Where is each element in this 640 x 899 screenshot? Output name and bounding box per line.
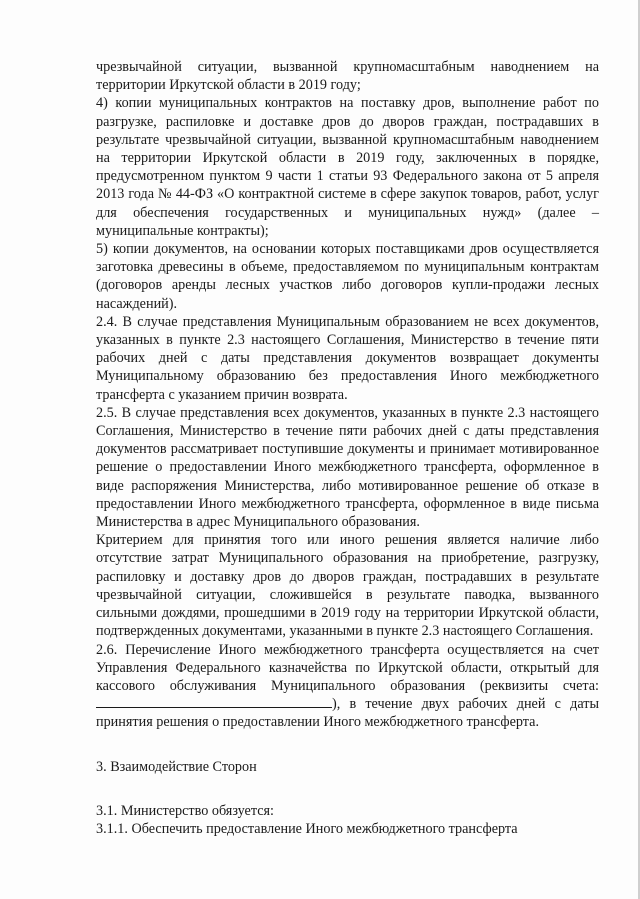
paragraph-continuation: чрезвычайной ситуации, вызванной крупномасштабным наводнением на территории Иркутской области в 2019 году; bbox=[96, 59, 599, 94]
document-body bbox=[96, 58, 599, 838]
paragraph-item-5: 5) копии документов, на основании которых поставщиками дров осуществляется заготовка древесины в объеме, предоставляемом по муниципальным контрактам (договоров аренды лесных участков либо договоров купли-продажи лесных насаждений). bbox=[96, 241, 599, 312]
paragraph-2-6 bbox=[96, 641, 599, 732]
section-title: 3. Взаимодействие Сторон bbox=[96, 758, 257, 775]
paragraph-3-1: 3.1. Министерство обязуется: bbox=[96, 802, 274, 819]
account-details-blank bbox=[96, 695, 332, 708]
paragraph-2-6-text-end: ), в течение двух рабочих дней с даты принятия решения о предоставлении Иного межбюджетного трансферта. bbox=[96, 696, 599, 731]
paragraph-3-1-1: 3.1.1. Обеспечить предоставление Иного межбюджетного трансферта bbox=[96, 820, 518, 837]
paragraph-2-4: 2.4. В случае представления Муниципальным образованием не всех документов, указанных в пункте 2.3 настоящего Соглашения, Министерство в течение пяти рабочих дней с даты представления документов возвращает документы Муниципальному образованию без предоставления Иного межбюджетного трансферта с указанием причин возврата. bbox=[96, 313, 599, 403]
paragraph-2-5: 2.5. В случае представления всех документов, указанных в пункте 2.3 настоящего Соглашения, Министерство в течение пяти рабочих дней с даты представления документов рассматривает поступившие документы и принимает мотивированное решение о предоставлении Иного межбюджетного трансферта, оформленное в виде распоряжения Министерства, либо мотивированное решение об отказе в предоставлении Иного межбюджетного трансферта, оформленное в виде письма Министерства в адрес Муниципального образования. bbox=[96, 404, 599, 531]
paragraph-2-6-text-start: 2.6. Перечисление Иного межбюджетного трансферта осуществляется на счет Управления Федерального казначейства по Иркутской области, открытый для кассового обслуживания Муниципального образования (реквизиты счета: bbox=[96, 641, 599, 694]
paragraph-criterion: Критерием для принятия того или иного решения является наличие либо отсутствие затрат Муниципального образования на приобретение, разгрузку, распиловку и доставку дров до дворов граждан, пострадавших в результате чрезвычайной ситуации, сложившейся в результате паводка, вызванного сильными дождями, прошедшими в 2019 году на территории Иркутской области, подтвержденных документами, указанными в пункте 2.3 настоящего Соглашения. bbox=[96, 532, 599, 640]
paragraph-item-4: 4) копии муниципальных контрактов на поставку дров, выполнение работ по разгрузке, распиловке и доставке дров до дворов граждан, пострадавших в результате чрезвычайной ситуации, вызванной крупномасштабным наводнением на территории Иркутской области в 2019 году, заключенных в порядке, предусмотренном пунктом 9 части 1 статьи 93 Федерального закона от 5 апреля 2013 года № 44-ФЗ «О контрактной системе в сфере закупок товаров, работ, услуг для обеспечения государственных и муниципальных нужд» (далее – муниципальные контракты); bbox=[96, 95, 599, 239]
